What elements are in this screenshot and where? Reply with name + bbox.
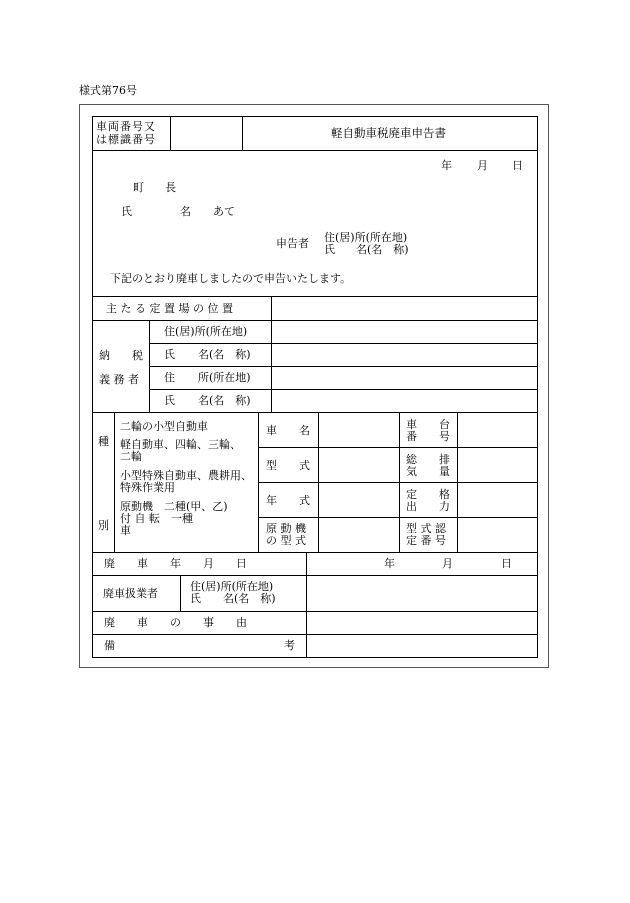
scrap-date-month: 月 xyxy=(442,557,453,570)
date-year: 年 xyxy=(441,159,452,172)
remarks-label-1: 備 xyxy=(104,639,115,652)
addressee-chief: 長 xyxy=(165,181,176,194)
type-cert-label-2: 定 番 号 xyxy=(406,534,446,547)
taxpayer-name-1b: 名(名 称) xyxy=(198,348,251,361)
taxpayer-address-1: 住(居)所(所在地) xyxy=(164,325,248,338)
car-name-label: 車 名 xyxy=(266,424,310,437)
reason-label: 廃 車 の 事 由 xyxy=(104,616,247,629)
taxpayer-name-1a: 氏 xyxy=(164,348,175,361)
displacement-label-2: 気 量 xyxy=(406,465,450,478)
addressee-name-2: 名 xyxy=(180,205,191,218)
declarant-label: 申告者 xyxy=(276,237,309,250)
type-item-4a: 原動機 二種(甲、乙) xyxy=(120,500,228,513)
rated-output-label-2: 出 力 xyxy=(406,500,450,513)
dealer-label: 廃車扱業者 xyxy=(103,587,158,600)
storage-place-label: 主 た る 定 置 場 の 位 置 xyxy=(106,302,233,315)
model-label: 型 式 xyxy=(266,459,310,472)
taxpayer-address-2b: 所(所在地) xyxy=(198,371,251,384)
type-item-2b: 二輪 xyxy=(120,450,142,463)
addressee-ate: あて xyxy=(213,205,235,218)
type-label-1: 種 xyxy=(98,435,109,448)
engine-label-2: の 型 式 xyxy=(266,534,306,547)
type-item-4c: 車 xyxy=(120,524,131,537)
type-item-3b: 特殊作業用 xyxy=(120,481,175,494)
dealer-name: 氏 名(名 称) xyxy=(190,592,276,605)
form-number-label: 様式第76号 xyxy=(79,84,137,97)
displacement-label-1: 総 排 xyxy=(406,453,450,466)
type-item-1: 二輪の小型自動車 xyxy=(120,420,208,433)
engine-label-1: 原 動 機 xyxy=(266,522,306,535)
declarant-name-2: 名(名 称) xyxy=(356,243,409,256)
year-model-label: 年 式 xyxy=(266,494,310,507)
taxpayer-label-2: 義 務 者 xyxy=(99,373,139,386)
type-cert-label-1: 型 式 認 xyxy=(406,522,446,535)
addressee-name-1: 氏 xyxy=(121,205,132,218)
taxpayer-label-1: 納 税 xyxy=(99,349,143,362)
chassis-label-2: 番 号 xyxy=(406,430,450,443)
vehicle-number-label: 車両番号又 xyxy=(96,120,156,133)
taxpayer-name-2b: 名(名 称) xyxy=(198,394,251,407)
rated-output-label-1: 定 格 xyxy=(406,488,450,501)
chassis-label-1: 車 台 xyxy=(406,418,450,431)
addressee-town: 町 xyxy=(133,181,144,194)
taxpayer-address-2a: 住 xyxy=(164,371,175,384)
scrap-date-year: 年 xyxy=(384,557,395,570)
type-item-3a: 小型特殊自動車、農耕用、 xyxy=(120,469,252,482)
type-item-4b: 付 自 転 一種 xyxy=(120,512,193,525)
date-day: 日 xyxy=(512,159,523,172)
remarks-label-2: 考 xyxy=(284,639,295,652)
type-item-2a: 軽自動車、四輪、三輪、 xyxy=(120,438,241,451)
form-title: 軽自動車税廃車申告書 xyxy=(331,126,446,140)
dealer-address: 住(居)所(所在地) xyxy=(190,580,274,593)
scrap-date-day: 日 xyxy=(501,557,512,570)
declarant-address: 住(居)所(所在地) xyxy=(324,231,408,244)
type-label-2: 別 xyxy=(98,519,109,532)
declarant-name-1: 氏 xyxy=(324,243,335,256)
taxpayer-name-2a: 氏 xyxy=(164,394,175,407)
vehicle-number-label-2: は標識番号 xyxy=(96,133,156,146)
scrap-date-label: 廃 車 年 月 日 xyxy=(104,557,247,570)
date-month: 月 xyxy=(477,159,488,172)
statement-text: 下記のとおり廃車しましたので申告いたします。 xyxy=(110,272,352,285)
